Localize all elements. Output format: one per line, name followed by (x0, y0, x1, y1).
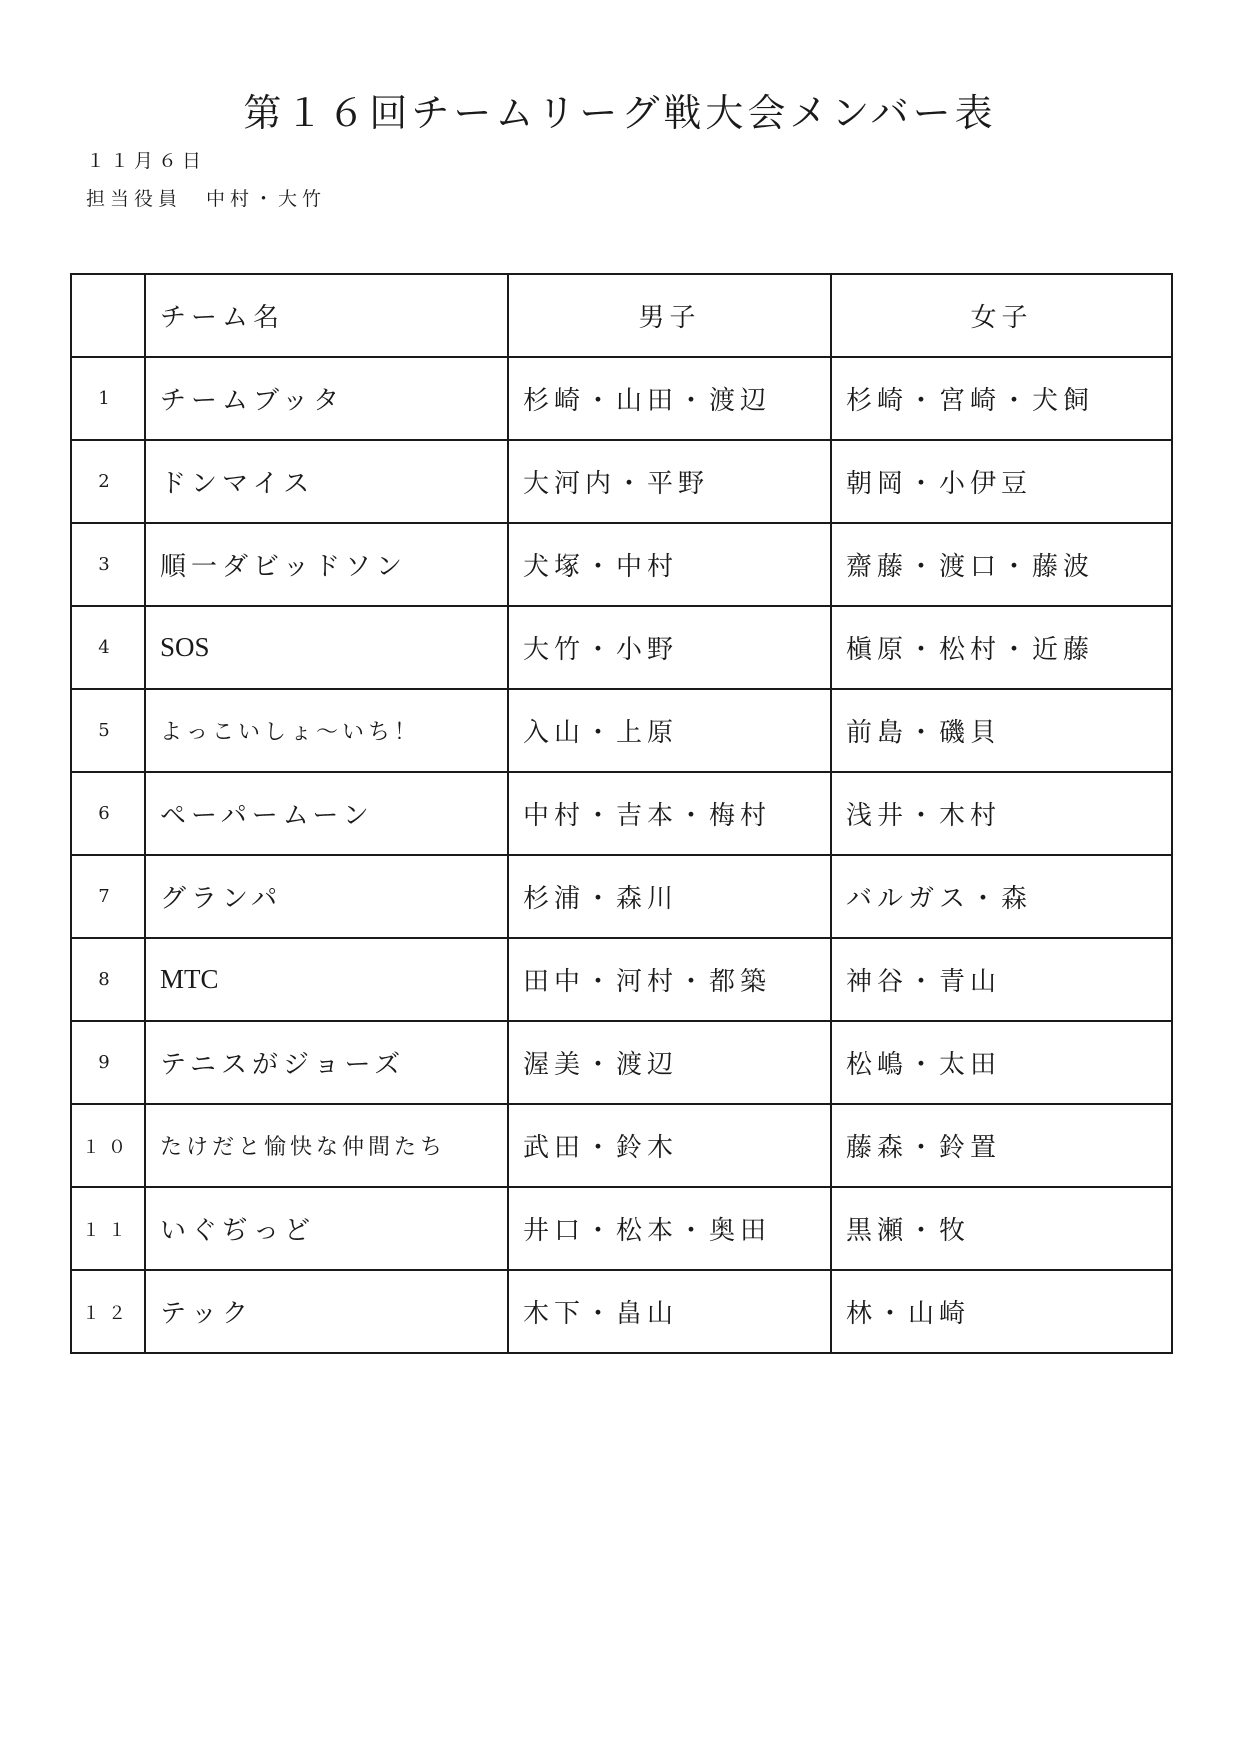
team-name: SOS (145, 606, 508, 689)
table-row (71, 440, 1172, 523)
women-members: 神谷・青山 (831, 938, 1172, 1021)
team-name: MTC (145, 938, 508, 1021)
women-members: 齋藤・渡口・藤波 (831, 523, 1172, 606)
date-text: １１月６日 (86, 150, 207, 172)
men-members: 渥美・渡辺 (508, 1021, 831, 1104)
table-row (71, 1270, 1172, 1353)
header-number (71, 274, 145, 357)
women-members: 藤森・鈴置 (831, 1104, 1172, 1187)
row-number: 2 (71, 440, 145, 523)
men-members: 田中・河村・都築 (508, 938, 831, 1021)
men-members: 木下・畠山 (508, 1270, 831, 1353)
table-row (71, 938, 1172, 1021)
row-number: 4 (71, 606, 145, 689)
team-name: テニスがジョーズ (145, 1021, 508, 1104)
table-row (71, 1187, 1172, 1270)
team-name: ドンマイス (145, 440, 508, 523)
team-name: 順一ダビッドソン (145, 523, 508, 606)
team-name: よっこいしょ～いち！ (145, 689, 508, 772)
team-name: ペーパームーン (145, 772, 508, 855)
row-number: 6 (71, 772, 145, 855)
table-row (71, 357, 1172, 440)
women-members: バルガス・森 (831, 855, 1172, 938)
women-members: 杉崎・宮崎・犬飼 (831, 357, 1172, 440)
table-row (71, 689, 1172, 772)
table-row (71, 523, 1172, 606)
member-table (70, 273, 1173, 1354)
men-members: 犬塚・中村 (508, 523, 831, 606)
row-number: 8 (71, 938, 145, 1021)
row-number: 9 (71, 1021, 145, 1104)
row-number: １０ (71, 1104, 145, 1187)
men-members: 杉浦・森川 (508, 855, 831, 938)
women-members: 林・山崎 (831, 1270, 1172, 1353)
men-members: 大河内・平野 (508, 440, 831, 523)
table-row (71, 855, 1172, 938)
row-number: 3 (71, 523, 145, 606)
row-number: １２ (71, 1270, 145, 1353)
header-team: チーム名 (145, 274, 508, 357)
header-men: 男子 (508, 274, 831, 357)
team-name: テック (145, 1270, 508, 1353)
women-members: 朝岡・小伊豆 (831, 440, 1172, 523)
officers-text: 担当役員 中村・大竹 (86, 188, 327, 210)
row-number: 7 (71, 855, 145, 938)
team-name: グランパ (145, 855, 508, 938)
men-members: 井口・松本・奥田 (508, 1187, 831, 1270)
men-members: 入山・上原 (508, 689, 831, 772)
women-members: 黒瀬・牧 (831, 1187, 1172, 1270)
header-women: 女子 (831, 274, 1172, 357)
table-row (71, 1021, 1172, 1104)
women-members: 浅井・木村 (831, 772, 1172, 855)
men-members: 杉崎・山田・渡辺 (508, 357, 831, 440)
team-name: チームブッタ (145, 357, 508, 440)
team-name: たけだと愉快な仲間たち (145, 1104, 508, 1187)
table-header-row (71, 274, 1172, 357)
table-row (71, 772, 1172, 855)
table-row (71, 606, 1172, 689)
women-members: 松嶋・太田 (831, 1021, 1172, 1104)
table-row (71, 1104, 1172, 1187)
men-members: 中村・吉本・梅村 (508, 772, 831, 855)
row-number: １１ (71, 1187, 145, 1270)
row-number: 1 (71, 357, 145, 440)
men-members: 大竹・小野 (508, 606, 831, 689)
row-number: 5 (71, 689, 145, 772)
page-title: 第１６回チームリーグ戦大会メンバー表 (243, 91, 997, 135)
men-members: 武田・鈴木 (508, 1104, 831, 1187)
women-members: 槇原・松村・近藤 (831, 606, 1172, 689)
team-name: いぐぢっど (145, 1187, 508, 1270)
women-members: 前島・磯貝 (831, 689, 1172, 772)
